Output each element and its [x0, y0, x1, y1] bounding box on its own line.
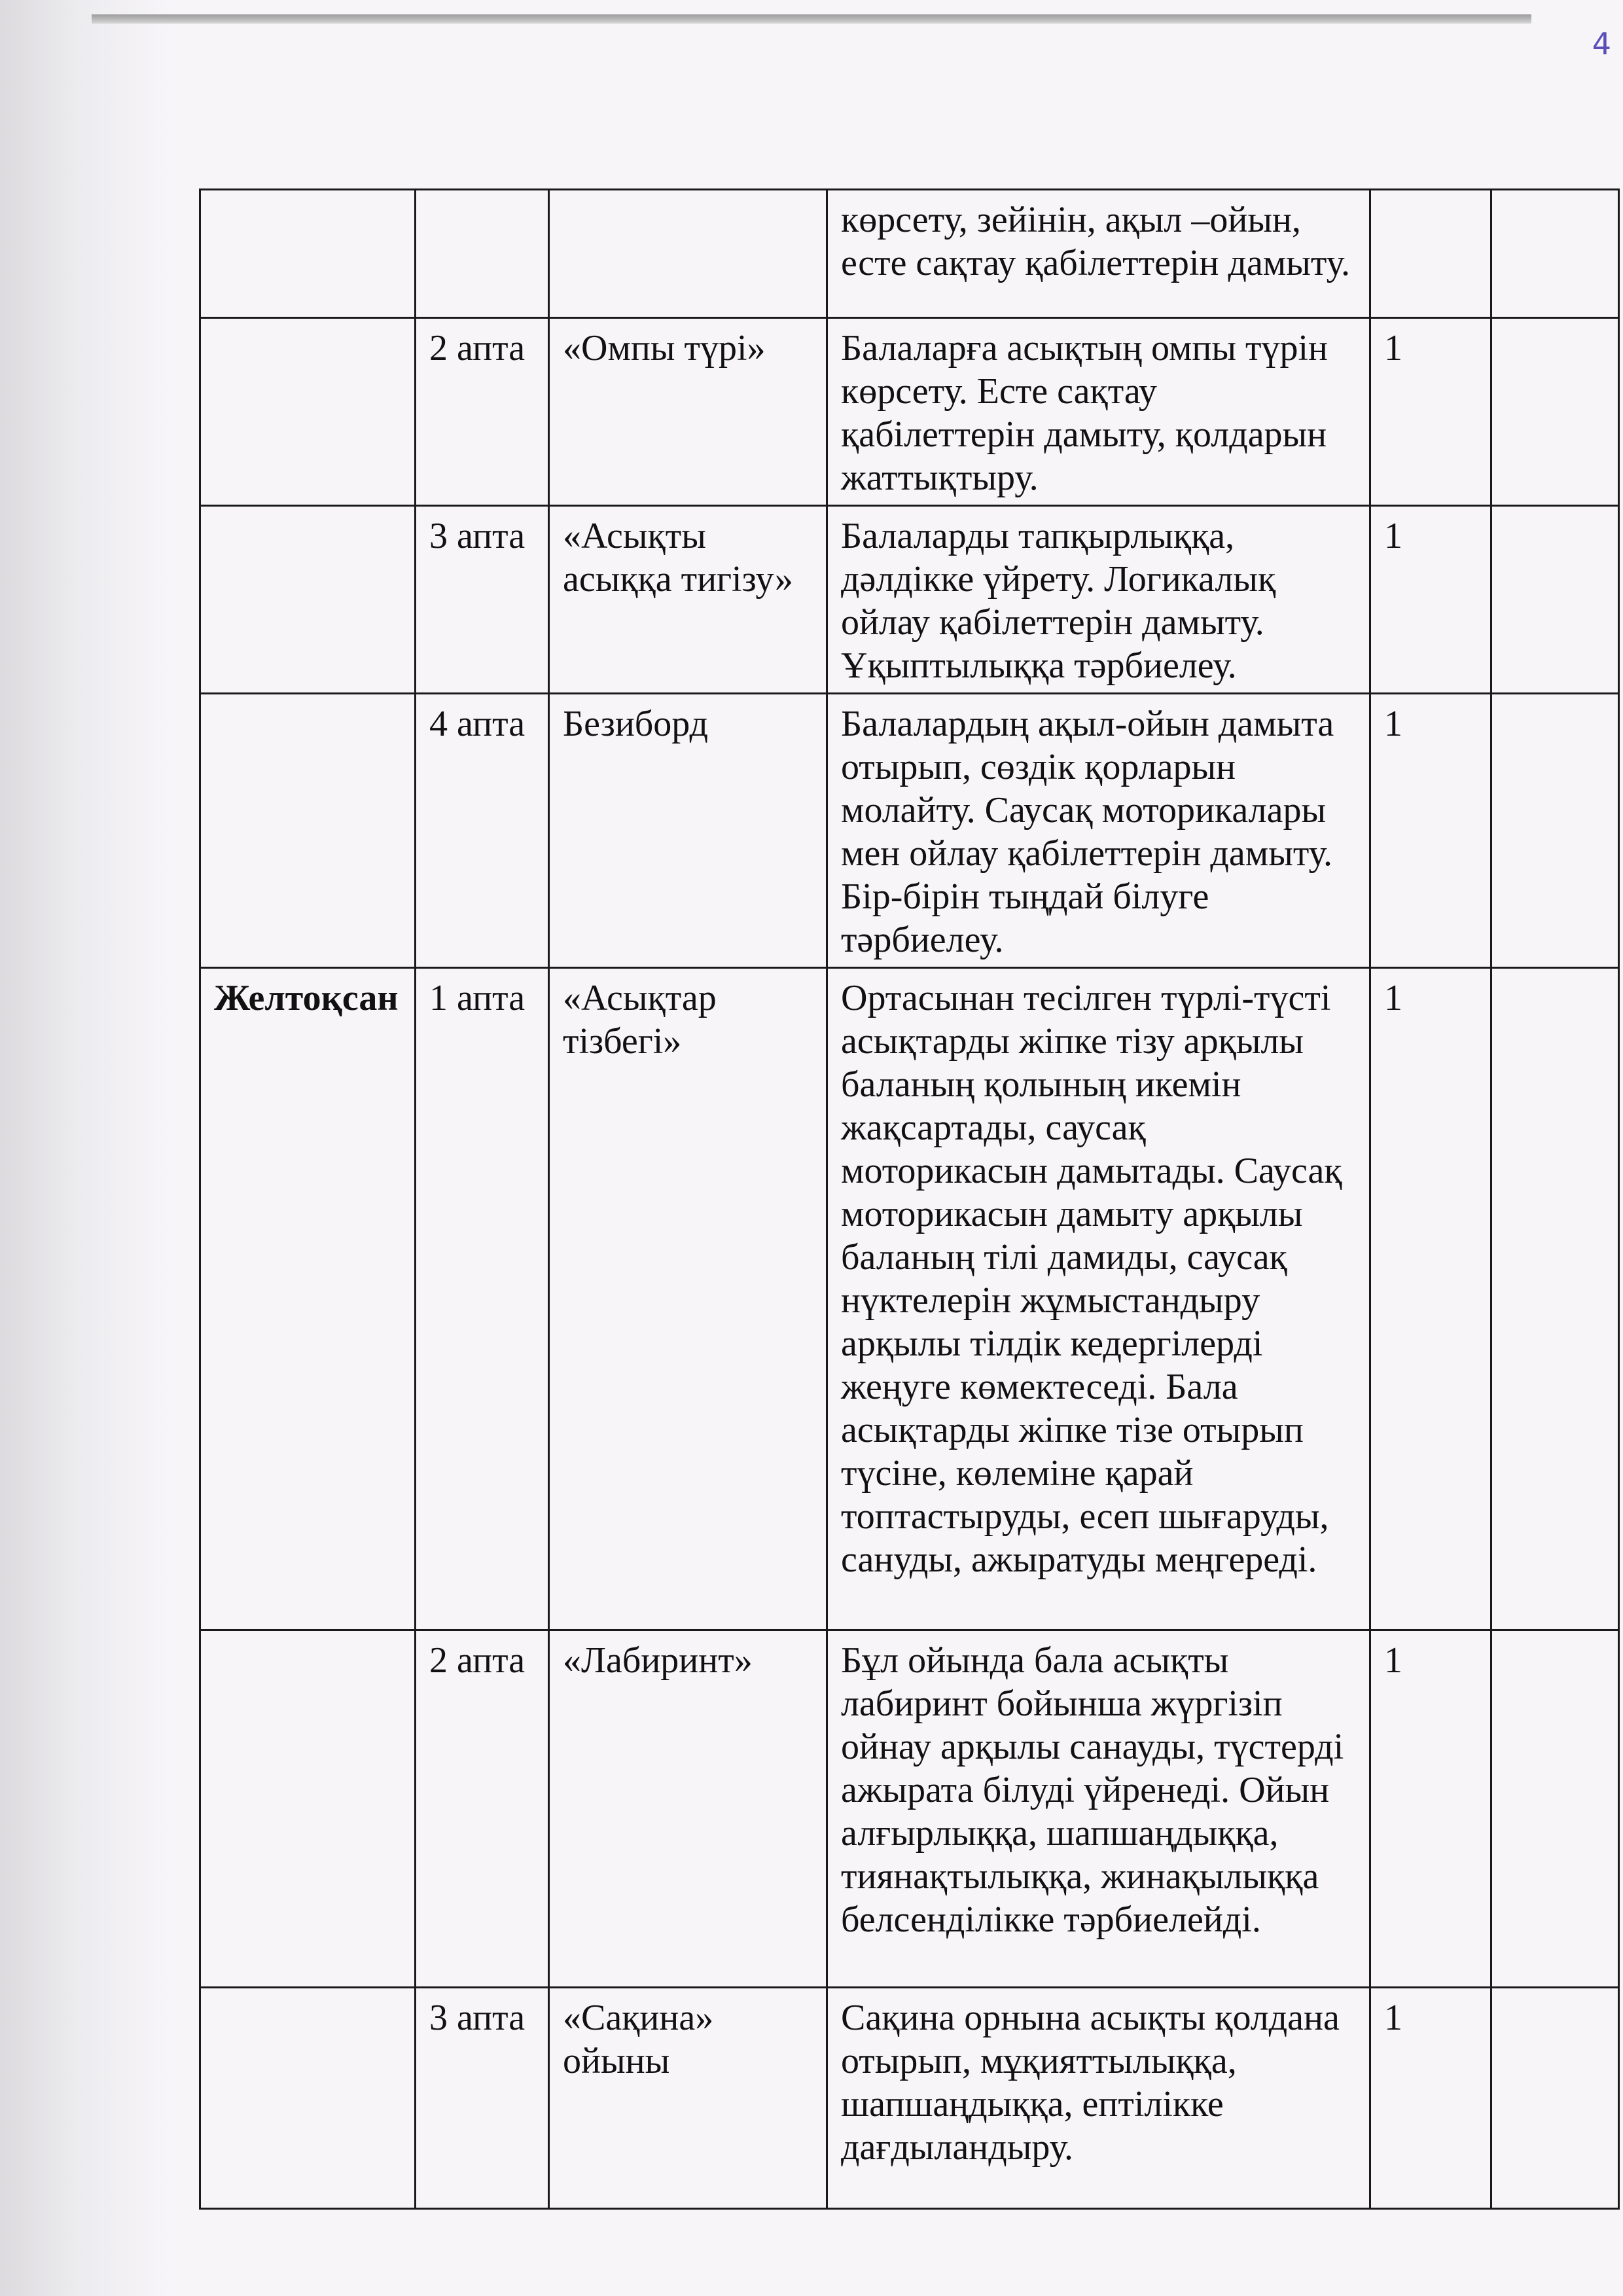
month-cell: [200, 1988, 416, 2209]
hours-cell: 1: [1370, 694, 1491, 968]
table-row: [200, 1988, 1619, 2209]
game-cell: [549, 190, 827, 318]
extra-cell: [1491, 1630, 1619, 1988]
table-row: [200, 694, 1619, 968]
week-cell: 2 апта: [416, 318, 549, 506]
extra-cell: [1491, 190, 1619, 318]
extra-cell: [1491, 968, 1619, 1630]
game-cell: Безиборд: [549, 694, 827, 968]
hours-cell: [1370, 190, 1491, 318]
week-cell: 4 апта: [416, 694, 549, 968]
hours-cell: 1: [1370, 1988, 1491, 2209]
page-edge-shadow: [0, 0, 170, 2296]
table-row: [200, 190, 1619, 318]
extra-cell: [1491, 694, 1619, 968]
extra-cell: [1491, 506, 1619, 694]
game-cell: «Лабиринт»: [549, 1630, 827, 1988]
game-cell: «Сақина» ойыны: [549, 1988, 827, 2209]
hours-cell: 1: [1370, 318, 1491, 506]
table-row: [200, 318, 1619, 506]
week-cell: 1 апта: [416, 968, 549, 1630]
month-cell: [200, 190, 416, 318]
scan-top-band: [92, 14, 1531, 24]
activity-schedule-table: [199, 188, 1620, 2210]
week-cell: 3 апта: [416, 1988, 549, 2209]
hours-cell: 1: [1370, 506, 1491, 694]
table-row: [200, 968, 1619, 1630]
week-cell: [416, 190, 549, 318]
game-cell: «Асықты асыққа тигізу»: [549, 506, 827, 694]
month-cell: [200, 1630, 416, 1988]
table-row: [200, 1630, 1619, 1988]
goal-cell: Сақина орнына асықты қолдана отырып, мұқияттылыққа, шапшаңдыққа, ептілікке дағдыландыру.: [827, 1988, 1370, 2209]
hours-cell: 1: [1370, 968, 1491, 1630]
month-cell: [200, 318, 416, 506]
hours-cell: 1: [1370, 1630, 1491, 1988]
week-cell: 2 апта: [416, 1630, 549, 1988]
game-cell: «Омпы түрі»: [549, 318, 827, 506]
table-row: [200, 506, 1619, 694]
extra-cell: [1491, 1988, 1619, 2209]
month-cell: [200, 694, 416, 968]
goal-cell: көрсету, зейінін, ақыл –ойын, есте сақтау қабілеттерін дамыту.: [827, 190, 1370, 318]
month-cell: Желтоқсан: [200, 968, 416, 1630]
extra-cell: [1491, 318, 1619, 506]
goal-cell: Балаларға асықтың омпы түрін көрсету. Есте сақтау қабілеттерін дамыту, қолдарын жаттықтыру.: [827, 318, 1370, 506]
month-cell: [200, 506, 416, 694]
goal-cell: Балалардың ақыл-ойын дамыта отырып, сөздік қорларын молайту. Саусақ моторикалары мен ойлау қабілеттерін дамыту. Бір-бірін тыңдай білуге тәрбиелеу.: [827, 694, 1370, 968]
goal-cell: Бұл ойында бала асықты лабиринт бойынша жүргізіп ойнау арқылы санауды, түстерді ажырата білуді үйренеді. Ойын алғырлыққа, шапшаңдыққа, тиянақтылыққа, жинақылыққа белсенділікке тәрбиелейді.: [827, 1630, 1370, 1988]
goal-cell: Балаларды тапқырлыққа, дәлдікке үйрету. Логикалық ойлау қабілеттерін дамыту. Ұқыптылыққа тәрбиелеу.: [827, 506, 1370, 694]
week-cell: 3 апта: [416, 506, 549, 694]
page-corner-mark: 4: [1592, 26, 1611, 62]
game-cell: «Асықтар тізбегі»: [549, 968, 827, 1630]
goal-cell: Ортасынан тесілген түрлі-түсті асықтарды жіпке тізу арқылы баланың қолының икемін жақсартады, саусақ моторикасын дамытады. Саусақ моторикасын дамыту арқылы баланың тілі дамиды, саусақ нүктелерін жұмыстандыру арқылы тілдік кедергілерді жеңуге көмектеседі. Бала асықтарды жіпке тізе отырып түсіне, көлеміне қарай топтастыруды, есеп шығаруды, сануды, ажыратуды меңгереді.: [827, 968, 1370, 1630]
